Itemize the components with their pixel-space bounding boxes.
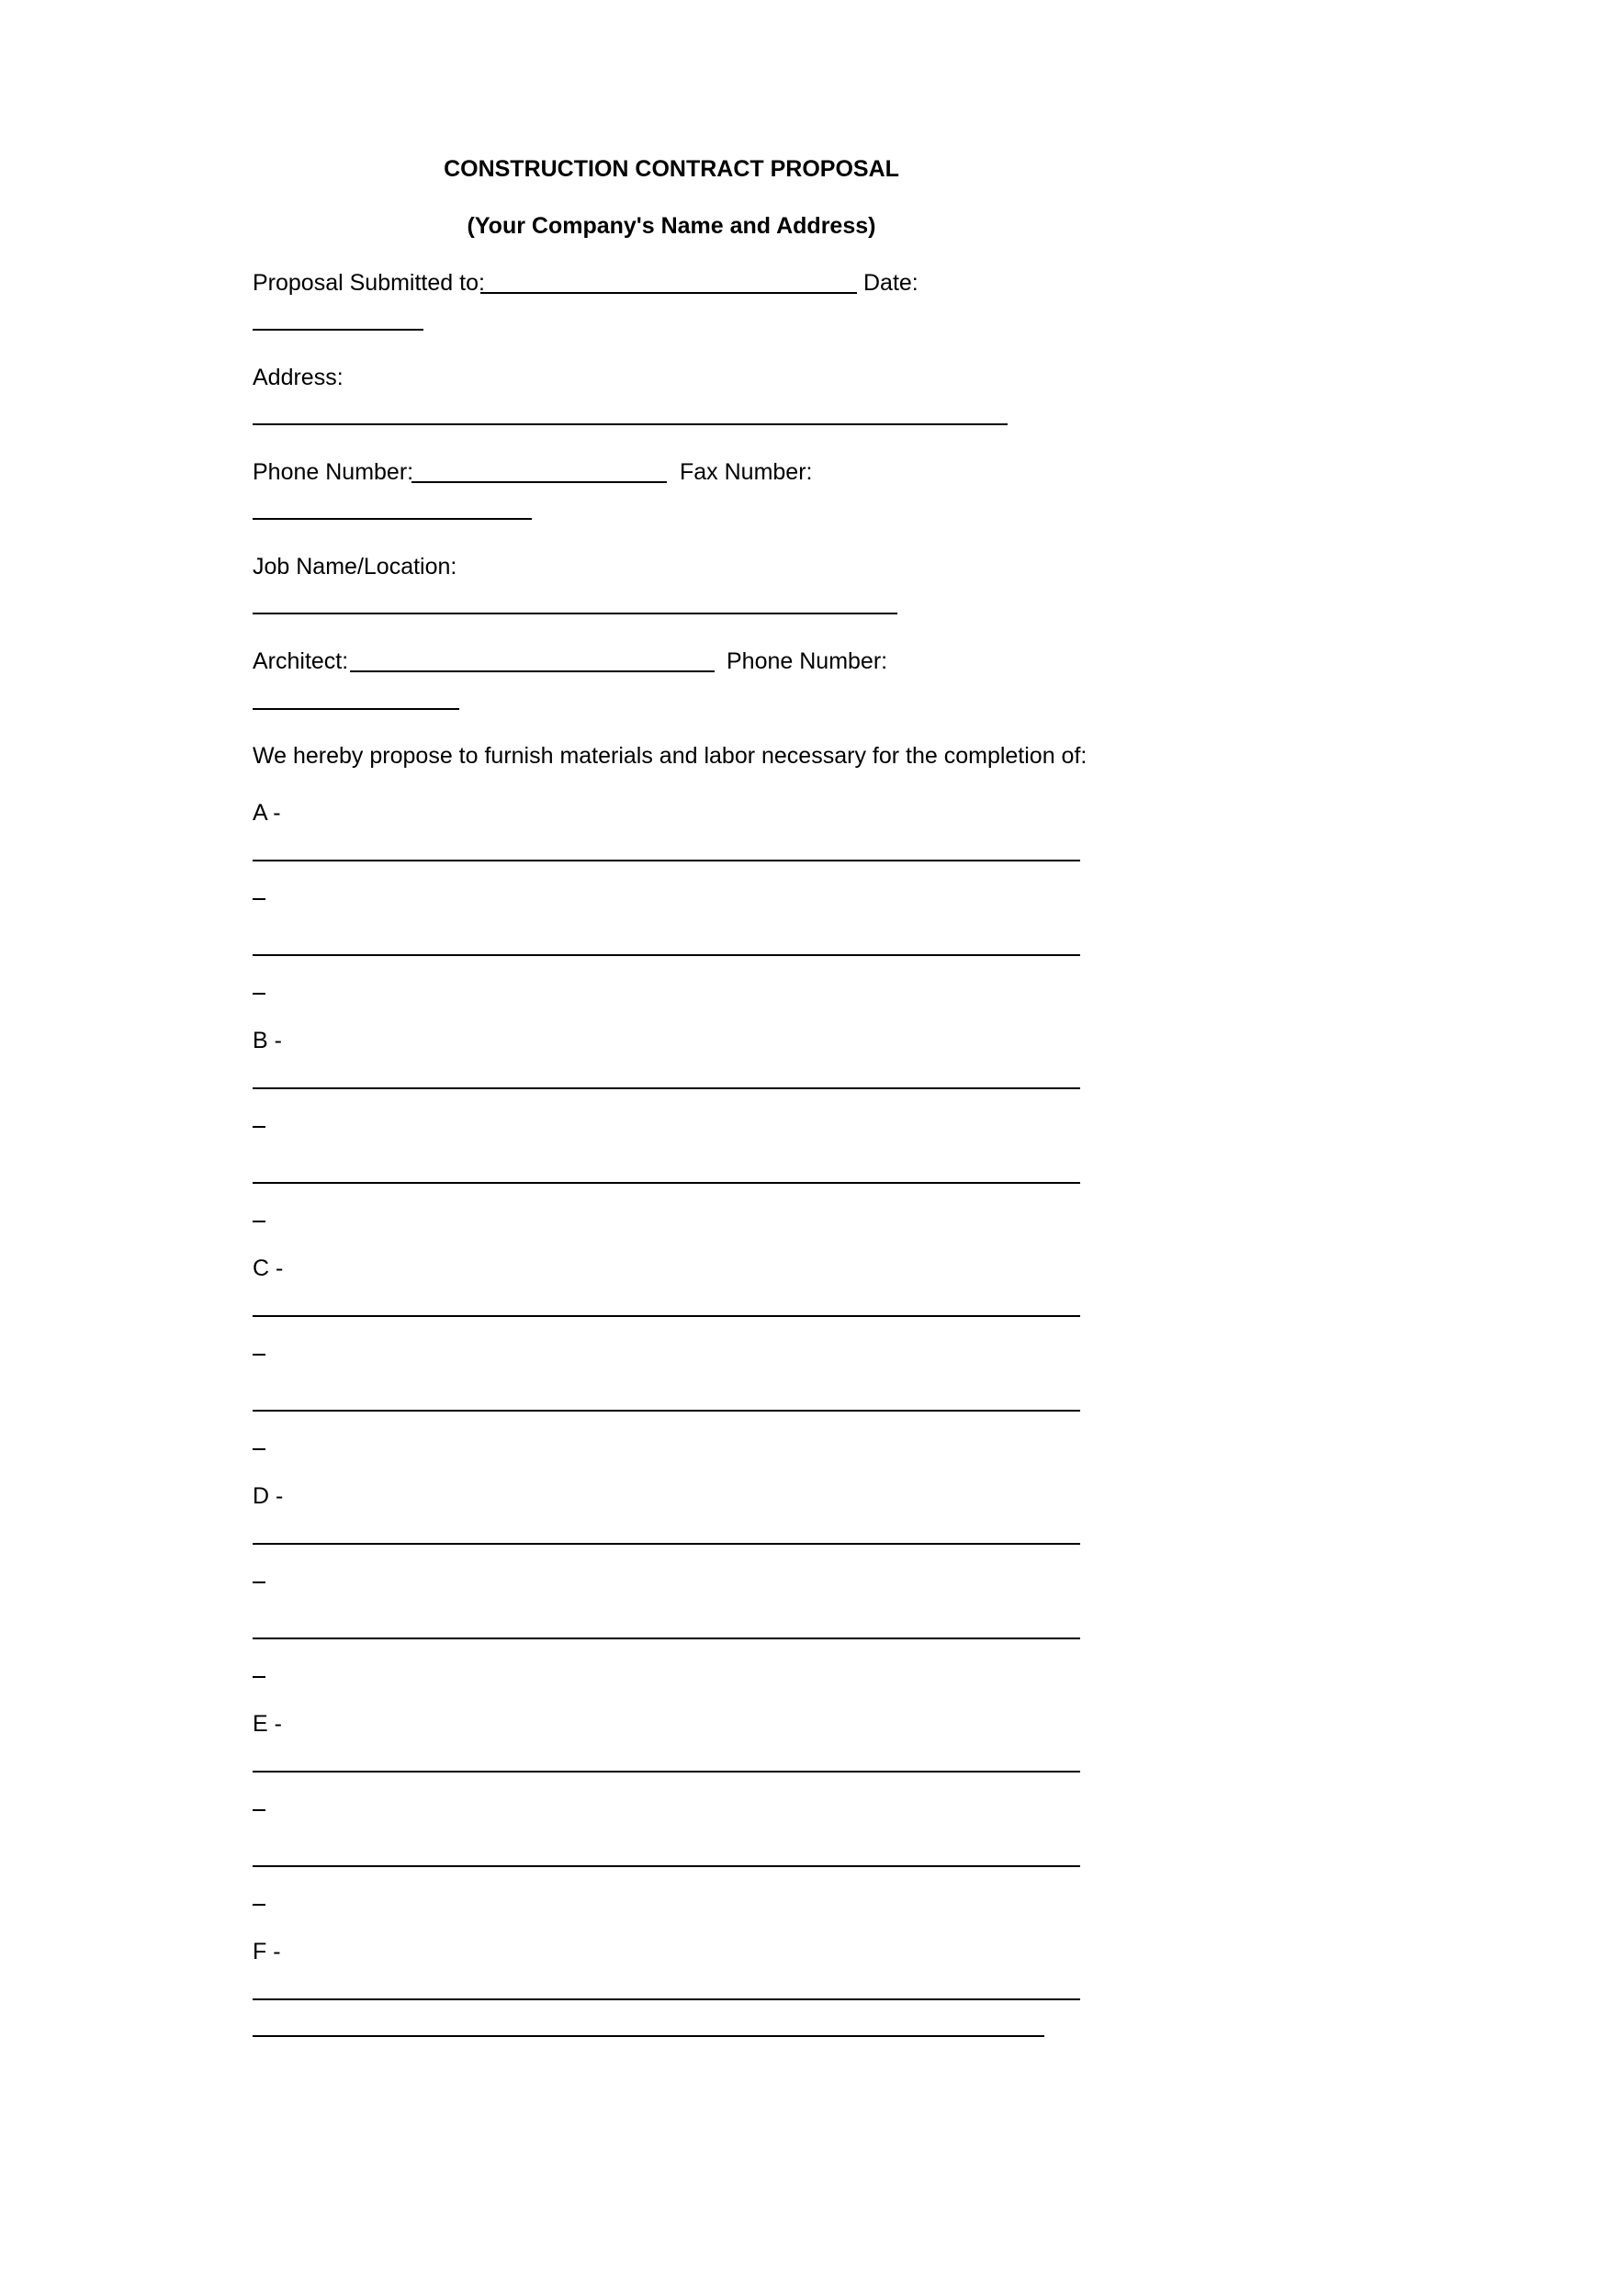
item-label-b: B - (253, 1028, 282, 1053)
item-d-line-1[interactable] (253, 1543, 1080, 1545)
item-a-dash-2 (253, 993, 265, 995)
item-label-e: E - (253, 1711, 282, 1737)
item-label-f: F - (253, 1939, 281, 1964)
item-d-line-2[interactable] (253, 1638, 1080, 1639)
architect-phone-field[interactable] (253, 708, 459, 710)
item-b-dash-2 (253, 1221, 265, 1222)
item-label-a: A - (253, 800, 281, 826)
item-b-dash-1 (253, 1126, 265, 1128)
job-field[interactable] (253, 613, 897, 614)
item-label-d: D - (253, 1483, 284, 1509)
item-a-line-2[interactable] (253, 954, 1080, 956)
submitted-to-field[interactable] (480, 292, 857, 294)
intro-text: We hereby propose to furnish materials and labor necessary for the completion of: (253, 743, 1088, 769)
item-e-dash-1 (253, 1809, 265, 1811)
phone-field[interactable] (411, 481, 667, 483)
item-c-line-2[interactable] (253, 1410, 1080, 1412)
architect-label: Architect: (253, 648, 349, 674)
item-c-line-1[interactable] (253, 1315, 1080, 1317)
job-label: Job Name/Location: (253, 554, 457, 580)
item-e-line-2[interactable] (253, 1865, 1080, 1867)
address-field[interactable] (253, 423, 1008, 425)
item-e-line-1[interactable] (253, 1771, 1080, 1773)
document-subtitle: (Your Company's Name and Address) (467, 213, 876, 239)
address-label: Address: (253, 365, 344, 390)
item-b-line-2[interactable] (253, 1182, 1080, 1184)
document-title: CONSTRUCTION CONTRACT PROPOSAL (444, 156, 899, 182)
item-label-c: C - (253, 1255, 284, 1281)
architect-field[interactable] (350, 670, 715, 672)
item-a-dash-1 (253, 898, 265, 900)
item-f-line-2[interactable] (253, 2035, 1044, 2037)
item-d-dash-2 (253, 1676, 265, 1678)
item-c-dash-2 (253, 1448, 265, 1450)
item-c-dash-1 (253, 1354, 265, 1356)
fax-field[interactable] (253, 518, 532, 520)
item-d-dash-1 (253, 1581, 265, 1583)
date-field[interactable] (253, 329, 423, 331)
date-label: Date: (863, 270, 919, 296)
item-b-line-1[interactable] (253, 1087, 1080, 1089)
fax-label: Fax Number: (680, 459, 813, 485)
item-a-line-1[interactable] (253, 860, 1080, 861)
architect-phone-label: Phone Number: (727, 648, 888, 674)
item-f-line-1[interactable] (253, 1998, 1080, 2000)
phone-label: Phone Number: (253, 459, 414, 485)
submitted-to-label: Proposal Submitted to: (253, 270, 485, 296)
item-e-dash-2 (253, 1904, 265, 1906)
